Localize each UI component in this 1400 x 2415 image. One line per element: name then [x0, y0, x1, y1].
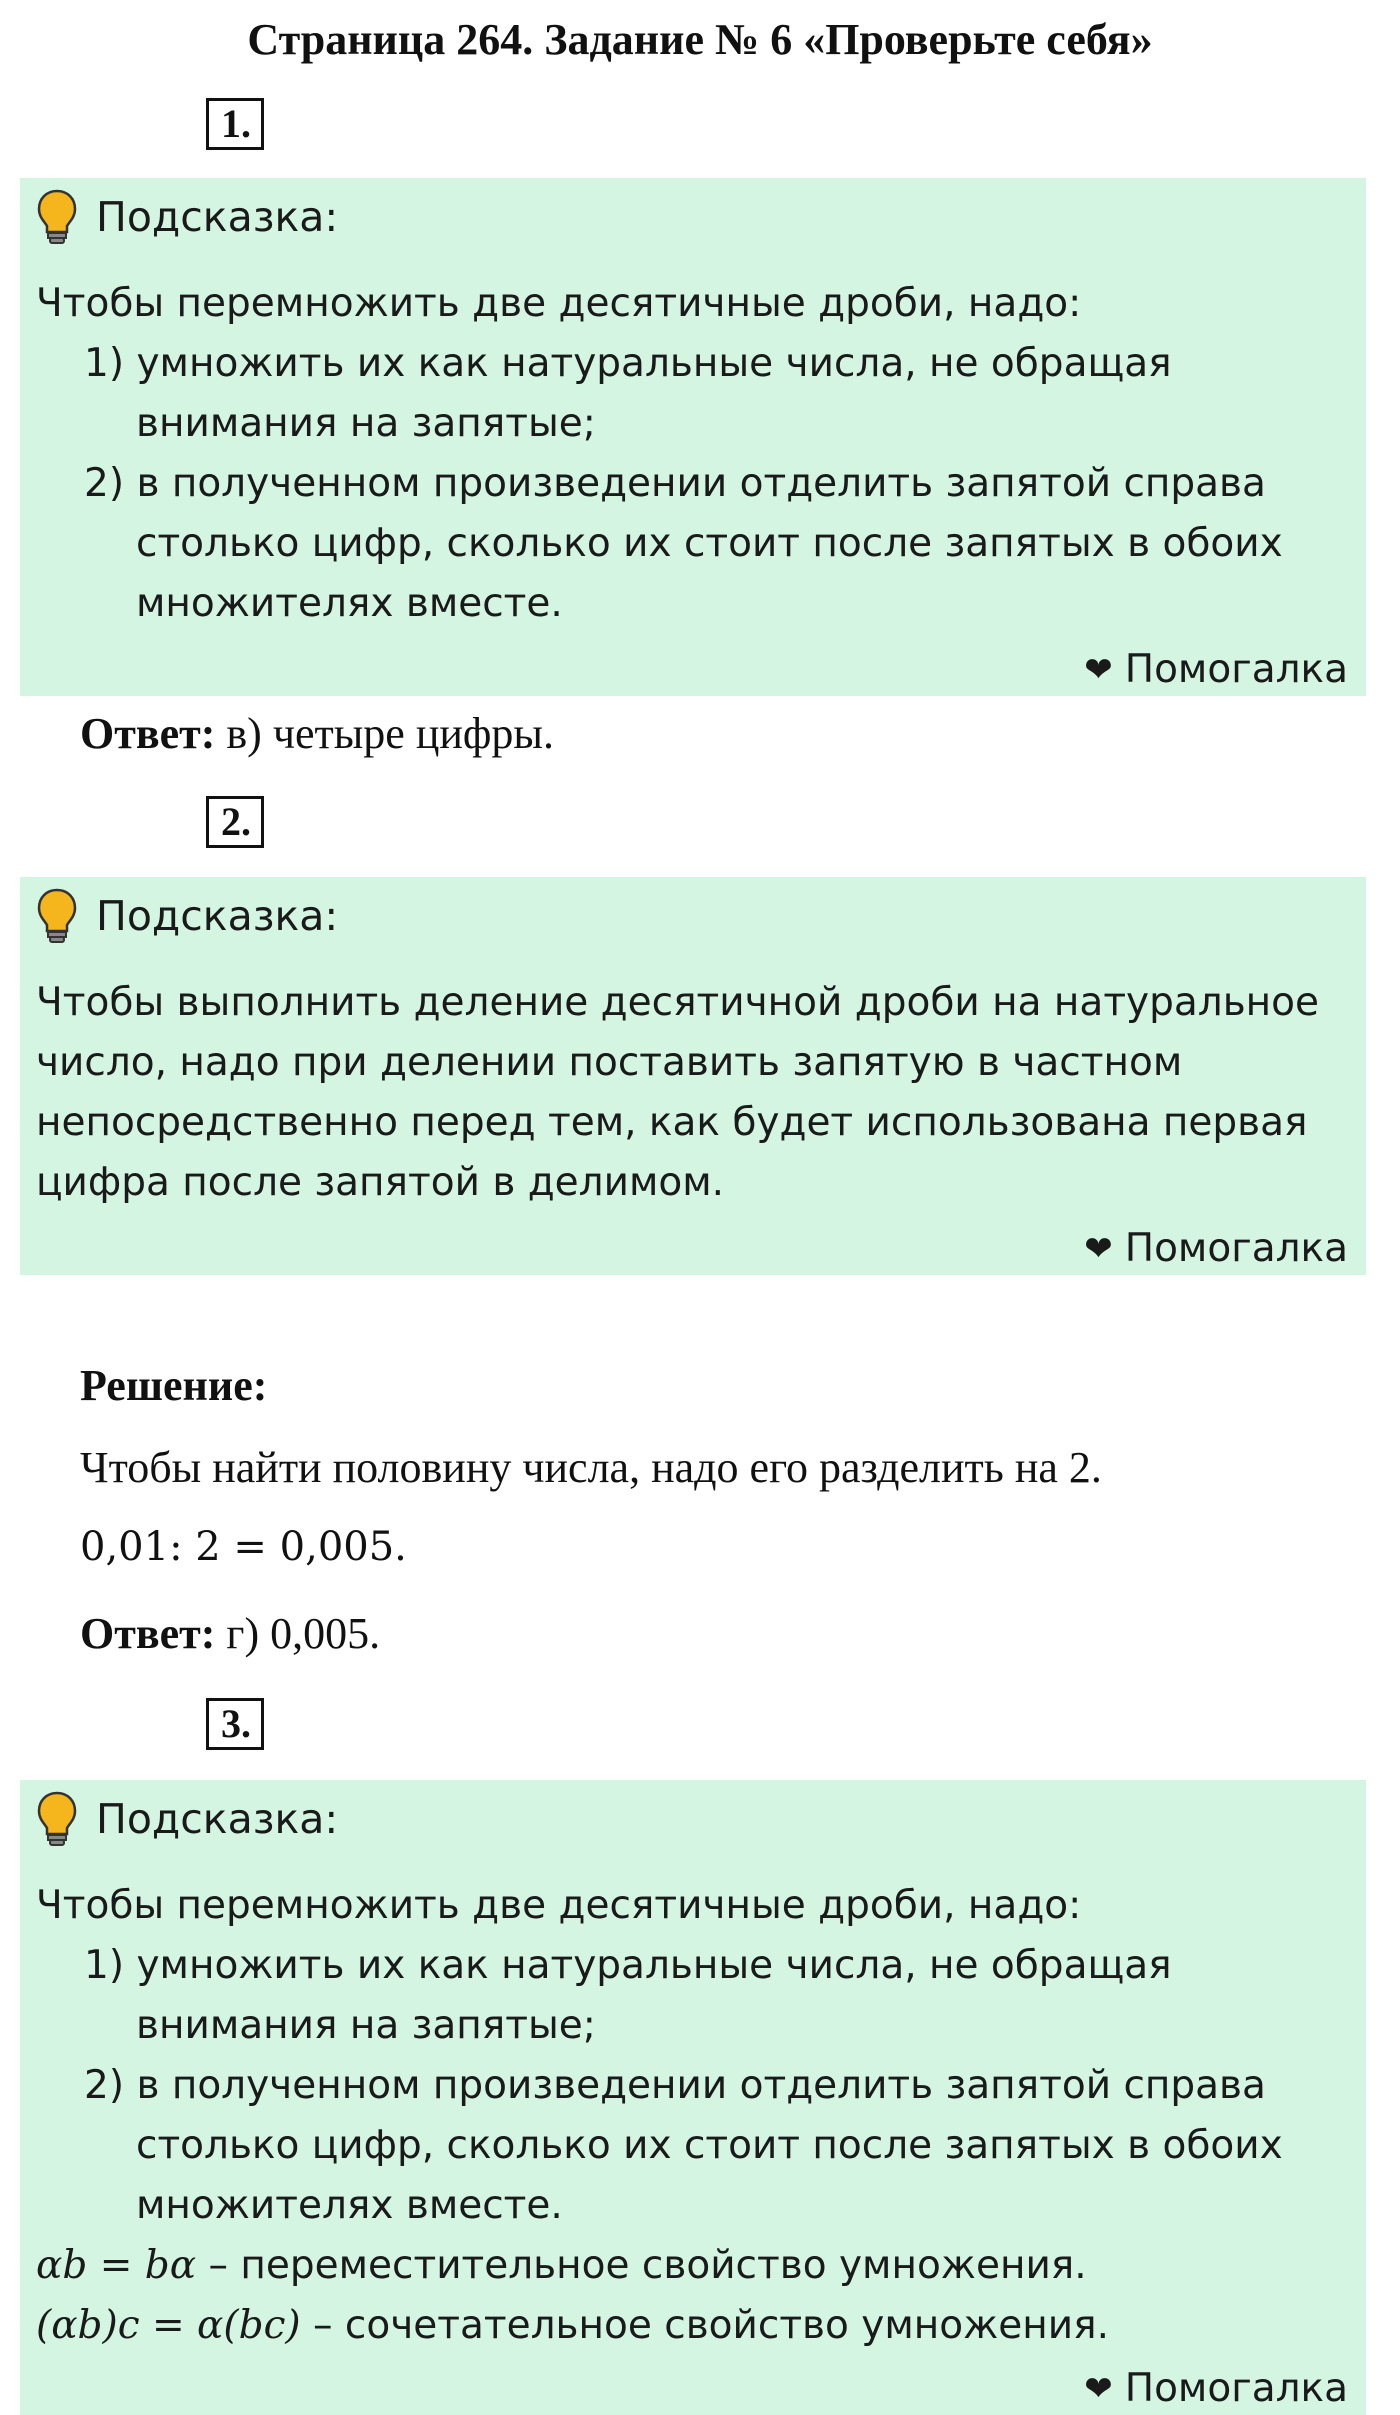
hint-title: Подсказка:	[96, 892, 339, 940]
signature	[1084, 2366, 1348, 2411]
signature-text: Помогалка	[1124, 2366, 1348, 2411]
signature-text: Помогалка	[1124, 1226, 1348, 1271]
hint-header	[36, 887, 338, 945]
lightbulb-icon	[36, 887, 78, 945]
hint-header	[36, 188, 338, 246]
signature	[1084, 647, 1348, 692]
hint-intro: Чтобы перемножить две десятичные дроби, надо:	[36, 1883, 1082, 1928]
lightbulb-icon	[36, 188, 78, 246]
hint-line: цифра после запятой в делимом.	[36, 1160, 725, 1205]
hint-box-2	[20, 877, 1366, 1275]
hint-item-2-cont: столько цифр, сколько их стоит после запятых в обоих	[136, 2123, 1283, 2168]
hint-item-1: 1) умножить их как натуральные числа, не обращая	[84, 341, 1172, 386]
signature	[1084, 1226, 1348, 1271]
hint-item-2: 2) в полученном произведении отделить запятой справа	[84, 2063, 1266, 2108]
task-number-3: 3.	[206, 1698, 264, 1750]
hint-item-1-cont: внимания на запятые;	[136, 2003, 596, 2048]
hint-box-1	[20, 178, 1366, 696]
hint-title: Подсказка:	[96, 193, 339, 241]
solution-formula: 0,01: 2 = 0,005.	[80, 1524, 407, 1570]
lightbulb-icon	[36, 1790, 78, 1848]
solution-label: Решение:	[80, 1361, 268, 1410]
hint-intro: Чтобы перемножить две десятичные дроби, надо:	[36, 281, 1082, 326]
task-number-2: 2.	[206, 796, 264, 848]
hint-header	[36, 1790, 338, 1848]
answer-1: Ответ: в) четыре цифры.	[80, 709, 554, 758]
hint-line: число, надо при делении поставить запятую в частном	[36, 1040, 1183, 1085]
hint-item-2-cont: множителях вместе.	[136, 581, 563, 626]
hint-text	[36, 973, 1346, 1213]
hint-title: Подсказка:	[96, 1795, 339, 1843]
heart-icon: ❤	[1084, 2368, 1113, 2409]
hint-text	[36, 1876, 1346, 2356]
task-number-1: 1.	[206, 98, 264, 150]
heart-icon: ❤	[1084, 649, 1113, 690]
hint-line: непосредственно перед тем, как будет использована первая	[36, 1100, 1308, 1145]
solution-text: Чтобы найти половину числа, надо его разделить на 2.	[80, 1443, 1102, 1492]
hint-box-3	[20, 1780, 1366, 2415]
hint-item-1-cont: внимания на запятые;	[136, 401, 596, 446]
hint-item-2-cont: столько цифр, сколько их стоит после запятых в обоих	[136, 521, 1283, 566]
hint-text	[36, 274, 1346, 634]
page-title: Страница 264. Задание № 6 «Проверьте себя»	[247, 15, 1153, 64]
hint-line: Чтобы выполнить деление десятичной дроби на натуральное	[36, 980, 1320, 1025]
heart-icon: ❤	[1084, 1228, 1113, 1269]
hint-item-1: 1) умножить их как натуральные числа, не обращая	[84, 1943, 1172, 1988]
law-associative: (αb)c = α(bc) – сочетательное свойство умножения.	[36, 2303, 1109, 2348]
law-commutative: αb = bα – переместительное свойство умножения.	[36, 2243, 1087, 2288]
hint-item-2: 2) в полученном произведении отделить запятой справа	[84, 461, 1266, 506]
answer-2: Ответ: г) 0,005.	[80, 1609, 381, 1658]
signature-text: Помогалка	[1124, 647, 1348, 692]
hint-item-2-cont: множителях вместе.	[136, 2183, 563, 2228]
